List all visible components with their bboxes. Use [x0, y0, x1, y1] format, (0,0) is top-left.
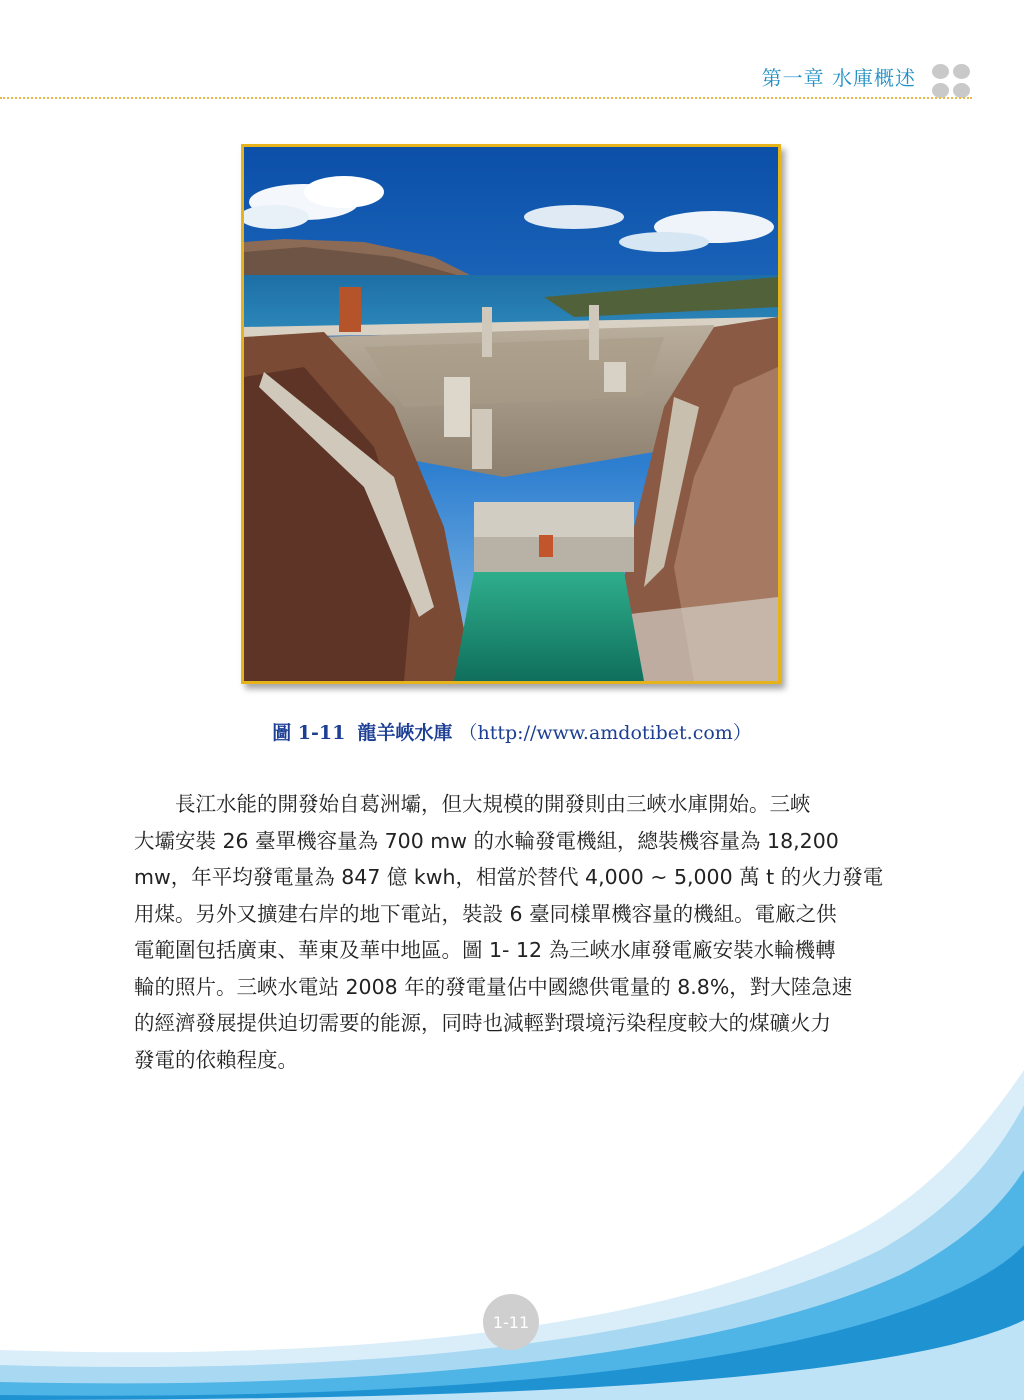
paragraph-line: 發電的依賴程度。 [134, 1047, 298, 1072]
paragraph-line: 的經濟發展提供迫切需要的能源，同時也減輕對環境污染程度較大的煤礦火力 [134, 1011, 831, 1035]
paragraph-line: mw，年平均發電量為 847 億 kwh，相當於替代 4,000 ~ 5,000 萬 t 的火力發電 [134, 865, 884, 889]
header-dots-decoration [932, 64, 972, 100]
figure-source: （http://www.amdotibet.com） [458, 722, 752, 744]
paragraph-line: 長江水能的開發始自葛洲壩，但大規模的開發則由三峽水庫開始。三峽 [175, 792, 811, 816]
chapter-header: 第一章 水庫概述 [761, 66, 916, 90]
header-divider [0, 97, 972, 99]
paragraph-line: 用煤。另外又擴建右岸的地下電站，裝設 6 臺同樣單機容量的機組。電廠之供 [134, 901, 837, 926]
paragraph-line: 大壩安裝 26 臺單機容量為 700 mw 的水輪發電機組，總裝機容量為 18,200 [134, 828, 839, 853]
dam-photo [241, 144, 781, 684]
page-number: 1-11 [483, 1294, 539, 1350]
paragraph-line: 輪的照片。三峽水電站 2008 年的發電量佔中國總供電量的 8.8%，對大陸急速 [134, 974, 853, 999]
body-paragraph [134, 786, 916, 1078]
figure-name: 龍羊峽水庫 [357, 722, 453, 744]
figure-number: 圖 1-11 [272, 722, 346, 744]
figure-caption [0, 718, 1024, 745]
paragraph-line: 電範圍包括廣東、華東及華中地區。圖 1- 12 為三峽水庫發電廠安裝水輪機轉 [134, 938, 836, 962]
